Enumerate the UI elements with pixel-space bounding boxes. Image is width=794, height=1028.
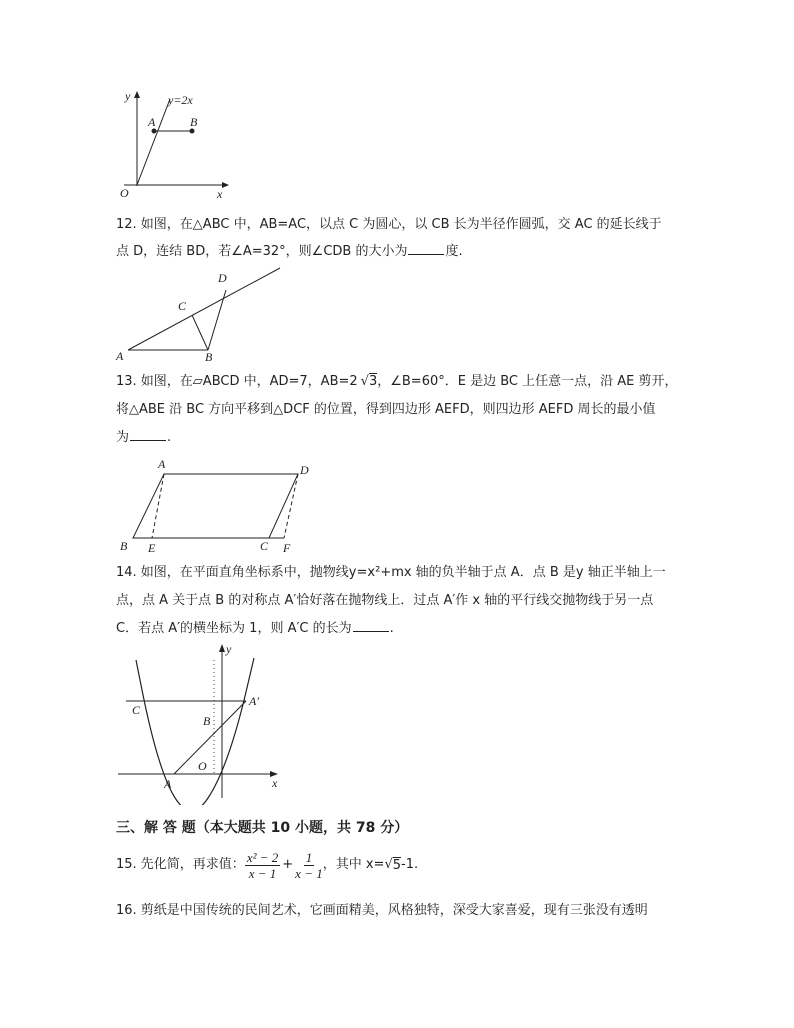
q13-line2: 将△ABE 沿 BC 方向平移到△DCF 的位置，得到四边形 AEFD，则四边形 AEFD 周长的最小值 — [116, 402, 656, 417]
fraction-1 — [245, 850, 280, 881]
line-y-2x — [137, 99, 170, 185]
sqrt-sign: √ — [360, 374, 369, 389]
q13-line1-post: ，∠B=60°．E 是边 BC 上任意一点，沿 AE 剪开， — [377, 374, 678, 389]
plus-sign: + — [282, 857, 294, 872]
parabola-upper — [246, 658, 254, 692]
q13-sqrt-value: 3 — [368, 374, 378, 389]
segment-cb — [192, 315, 208, 350]
point-b — [190, 129, 195, 134]
label-d: D — [218, 271, 227, 285]
q13-line1 — [116, 373, 678, 391]
parabola — [142, 690, 246, 805]
label-f: F — [283, 541, 291, 555]
section-heading: 三、解 答 题（本大题共 10 小题，共 78 分） — [116, 820, 409, 836]
label-c: C — [178, 299, 187, 313]
segment-a-aprime — [174, 701, 246, 774]
label-y: y — [125, 89, 131, 103]
figure-q13 — [112, 456, 322, 556]
q15-pre: 15. 先化简，再求值： — [116, 857, 245, 872]
fraction-1-numerator: x² − 2 — [246, 849, 279, 865]
point-a — [152, 129, 157, 134]
label-a: A — [158, 457, 166, 471]
q14-line3 — [116, 619, 394, 638]
segment-a-extend — [128, 268, 280, 350]
answer-blank[interactable] — [408, 242, 444, 255]
fraction-2 — [295, 850, 323, 881]
label-x: x — [272, 776, 278, 790]
q12-line2-unit: 度. — [445, 244, 463, 259]
label-a: A — [164, 777, 172, 791]
q15-sqrt-value: 5 — [392, 858, 402, 873]
label-y: y — [226, 642, 232, 656]
answer-blank[interactable] — [130, 428, 166, 441]
q14-line3-pre: C．若点 A′的横坐标为 1，则 A′C 的长为 — [116, 621, 352, 636]
q13-line3 — [116, 428, 171, 447]
parallelogram-abcd — [133, 474, 298, 538]
label-x: x — [217, 187, 223, 201]
q13-line3-post: . — [167, 430, 172, 445]
label-d: D — [300, 463, 309, 477]
label-c: C — [260, 539, 269, 553]
fraction-2-numerator: 1 — [305, 849, 313, 865]
label-line: y=2x — [168, 93, 193, 107]
dashed-ae — [152, 474, 164, 538]
label-o: O — [120, 186, 129, 200]
q12-line2 — [116, 242, 463, 261]
q13-line1-pre: 13. 如图，在▱ABCD 中，AD=7，AB=2 — [116, 374, 358, 389]
figure-q12 — [112, 266, 287, 364]
q14-line2: 点，点 A 关于点 B 的对称点 A′恰好落在抛物线上．过点 A′作 x 轴的平行线交抛物线于另一点 — [116, 593, 654, 608]
fraction-1-denominator: x − 1 — [248, 865, 277, 881]
figure-q11 — [110, 86, 240, 201]
q12-line1: 12. 如图，在△ABC 中，AB=AC，以点 C 为圆心，以 CB 长为半径作圆弧，交 AC 的延长线于 — [116, 217, 662, 232]
label-b: B — [205, 350, 213, 364]
fraction-2-denominator: x − 1 — [295, 865, 323, 881]
label-aprime: A′ — [249, 694, 259, 708]
x-axis-arrow — [222, 182, 229, 188]
figure-q14 — [112, 640, 287, 805]
segment-db — [208, 290, 226, 350]
dashed-df — [284, 474, 298, 538]
answer-blank[interactable] — [353, 619, 389, 632]
label-b: B — [120, 539, 128, 553]
label-c: C — [132, 703, 141, 717]
label-b: B — [203, 714, 211, 728]
parabola-left-upper — [136, 660, 142, 690]
y-axis-arrow — [134, 91, 140, 98]
label-o: O — [198, 759, 207, 773]
q15-tail: -1. — [401, 857, 419, 872]
q13-line3-pre: 为 — [116, 430, 130, 445]
q14-line3-post: . — [389, 621, 394, 636]
label-e: E — [148, 541, 156, 555]
label-b: B — [190, 115, 198, 129]
q15-post: ，其中 x= — [322, 857, 385, 872]
q12-line2-text: 点 D，连结 BD，若∠A=32°，则∠CDB 的大小为 — [116, 244, 408, 259]
label-a: A — [148, 115, 156, 129]
y-axis-arrow — [219, 644, 225, 652]
q14-line1: 14. 如图，在平面直角坐标系中，抛物线y=x²+mx 轴的负半轴于点 A．点 B 是y 轴正半轴上一 — [116, 565, 666, 580]
q15 — [116, 848, 418, 882]
q16-line1: 16. 剪纸是中国传统的民间艺术，它画面精美，风格独特，深受大家喜爱，现有三张没有透明 — [116, 903, 648, 918]
label-a: A — [116, 349, 124, 363]
sqrt-sign: √ — [384, 857, 393, 872]
